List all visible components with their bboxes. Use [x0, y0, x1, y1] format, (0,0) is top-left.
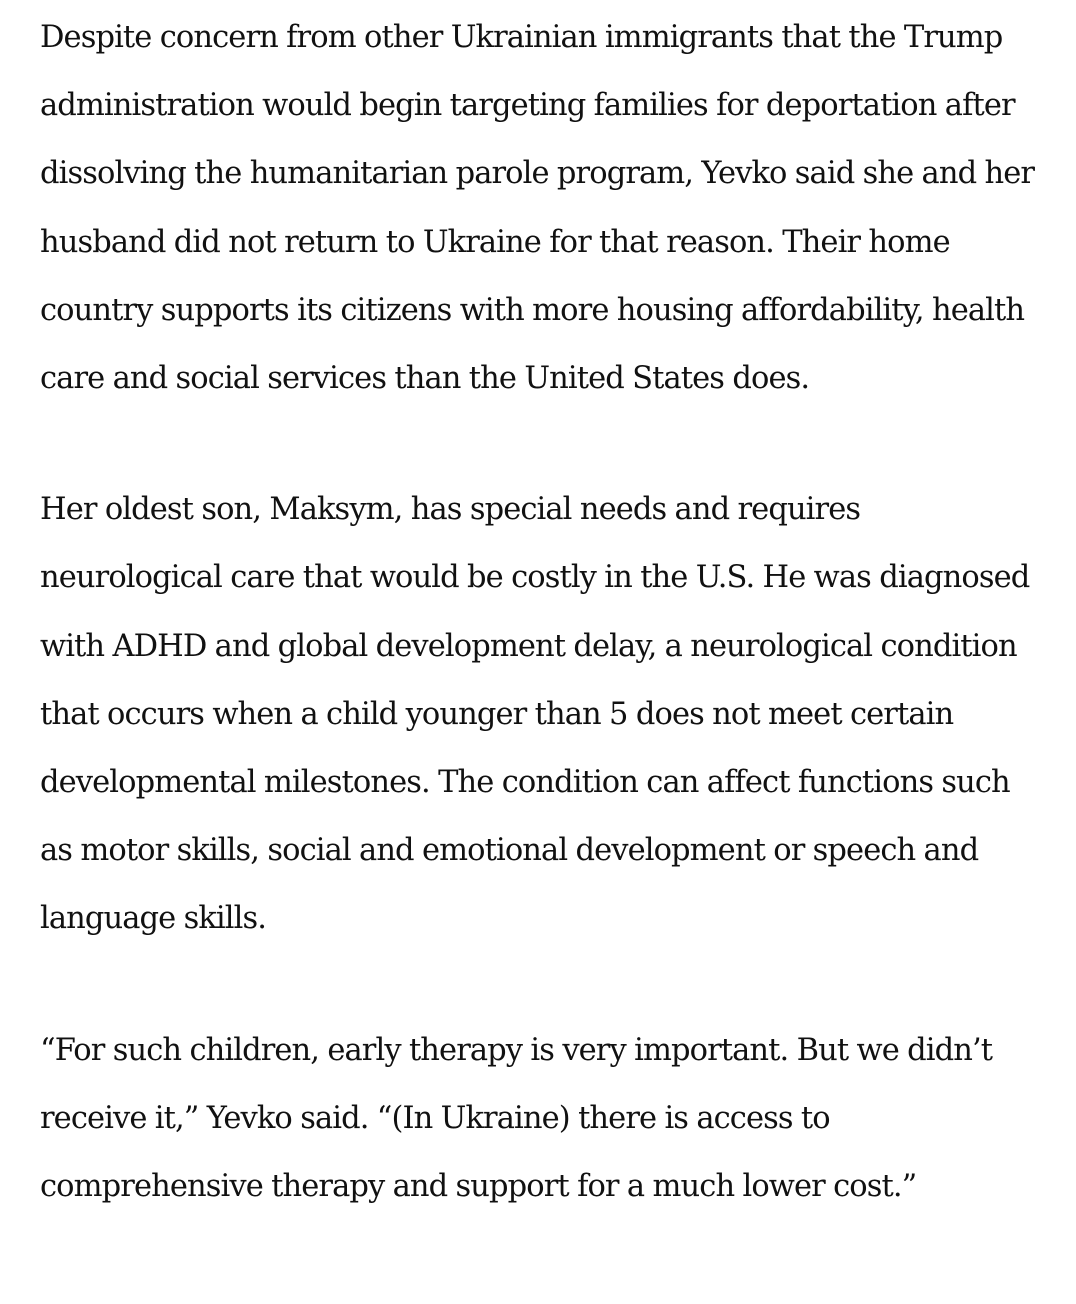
- article-paragraph: Despite concern from other Ukrainian immigrants that the Trump administration would begin targeting families for deportation after dissolving the humanitarian parole program, Yevko said she and her husband did not return to Ukraine for that reason. Their home country supports its citizens with more housing affordability, health care and social services than the United States does.: [40, 20, 1035, 397]
- article-paragraph: “For such children, early therapy is very important. But we didn’t receive it,” Yevko said. “(In Ukraine) there is access to comprehensive therapy and support for a much lower cost.”: [40, 1032, 993, 1205]
- article-paragraph: Her oldest son, Maksym, has special needs and requires neurological care that would be costly in the U.S. He was diagnosed with ADHD and global development delay, a neurological condition that occurs when a child younger than 5 does not meet certain developmental milestones. The condition can affect functions such as motor skills, social and emotional development or speech and language skills.: [40, 492, 1030, 937]
- article-body: [40, 4, 1050, 1221]
